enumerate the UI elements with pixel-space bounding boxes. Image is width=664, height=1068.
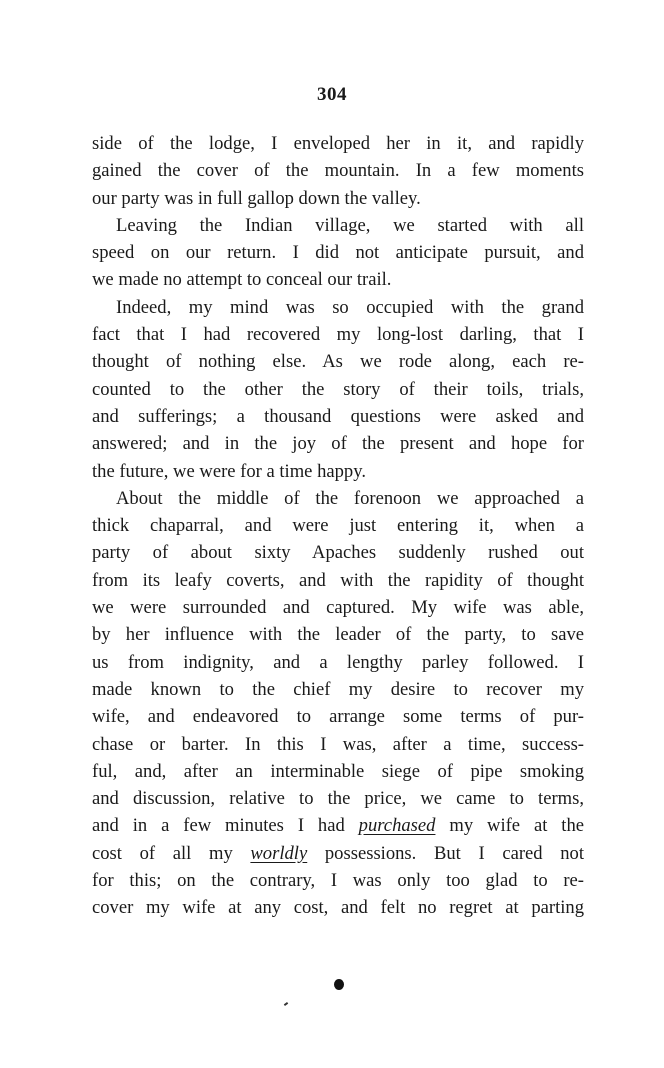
text-line: by her influence with the leader of the party, to save xyxy=(92,624,584,646)
text-line: party of about sixty Apaches suddenly rushed out xyxy=(92,542,584,564)
body-text xyxy=(92,130,584,922)
text-line: and sufferings; a thousand questions were asked and xyxy=(92,405,584,427)
text-line: speed on our return. I did not anticipate pursuit, and xyxy=(92,242,584,264)
text-line-with-emphasis xyxy=(92,840,584,867)
paragraph-start-line: Indeed, my mind was so occupied with the grand xyxy=(116,296,584,318)
text-line: answered; and in the joy of the present and hope for xyxy=(92,433,584,455)
ink-mark xyxy=(284,1002,288,1006)
text-line: ful, and, after an interminable siege of pipe smoking xyxy=(92,760,584,782)
text-line-with-emphasis xyxy=(92,812,584,839)
text-line: wife, and endeavored to arrange some terms of pur- xyxy=(92,706,584,728)
text-fragment: cost of all my xyxy=(92,842,251,864)
text-line: counted to the other the story of their toils, trials, xyxy=(92,378,584,400)
text-fragment: possessions. But I cared not xyxy=(307,842,584,864)
text-line: the future, we were for a time happy. xyxy=(92,460,366,482)
text-line: thick chaparral, and were just entering it, when a xyxy=(92,515,584,537)
text-line: we made no attempt to conceal our trail. xyxy=(92,269,392,291)
paragraph-start-line: About the middle of the forenoon we approached a xyxy=(116,487,584,509)
text-line: fact that I had recovered my long-lost darling, that I xyxy=(92,324,584,346)
paragraph-start-line: Leaving the Indian village, we started with all xyxy=(116,214,584,236)
text-line: thought of nothing else. As we rode along, each re- xyxy=(92,351,584,373)
text-line: from its leafy coverts, and with the rapidity of thought xyxy=(92,569,584,591)
text-line: made known to the chief my desire to recover my xyxy=(92,678,584,700)
text-line: gained the cover of the mountain. In a few moments xyxy=(92,160,584,182)
text-line: for this; on the contrary, I was only too glad to re- xyxy=(92,870,584,892)
text-line: chase or barter. In this I was, after a time, success- xyxy=(92,733,584,755)
text-line: we were surrounded and captured. My wife was able, xyxy=(92,597,584,619)
emphasis-word: worldly xyxy=(250,842,308,864)
text-line: our party was in full gallop down the valley. xyxy=(92,187,421,209)
text-fragment: my wife at the xyxy=(435,815,584,837)
ink-blot xyxy=(334,979,344,990)
page-number: 304 xyxy=(317,84,347,105)
text-line: us from indignity, and a lengthy parley followed. I xyxy=(92,651,584,673)
text-fragment: and in a few minutes I had xyxy=(92,815,359,837)
text-line: cover my wife at any cost, and felt no regret at parting xyxy=(92,897,584,919)
text-line: and discussion, relative to the price, we came to terms, xyxy=(92,788,584,810)
text-line: side of the lodge, I enveloped her in it, and rapidly xyxy=(92,133,584,154)
emphasis-word: purchased xyxy=(358,815,436,837)
